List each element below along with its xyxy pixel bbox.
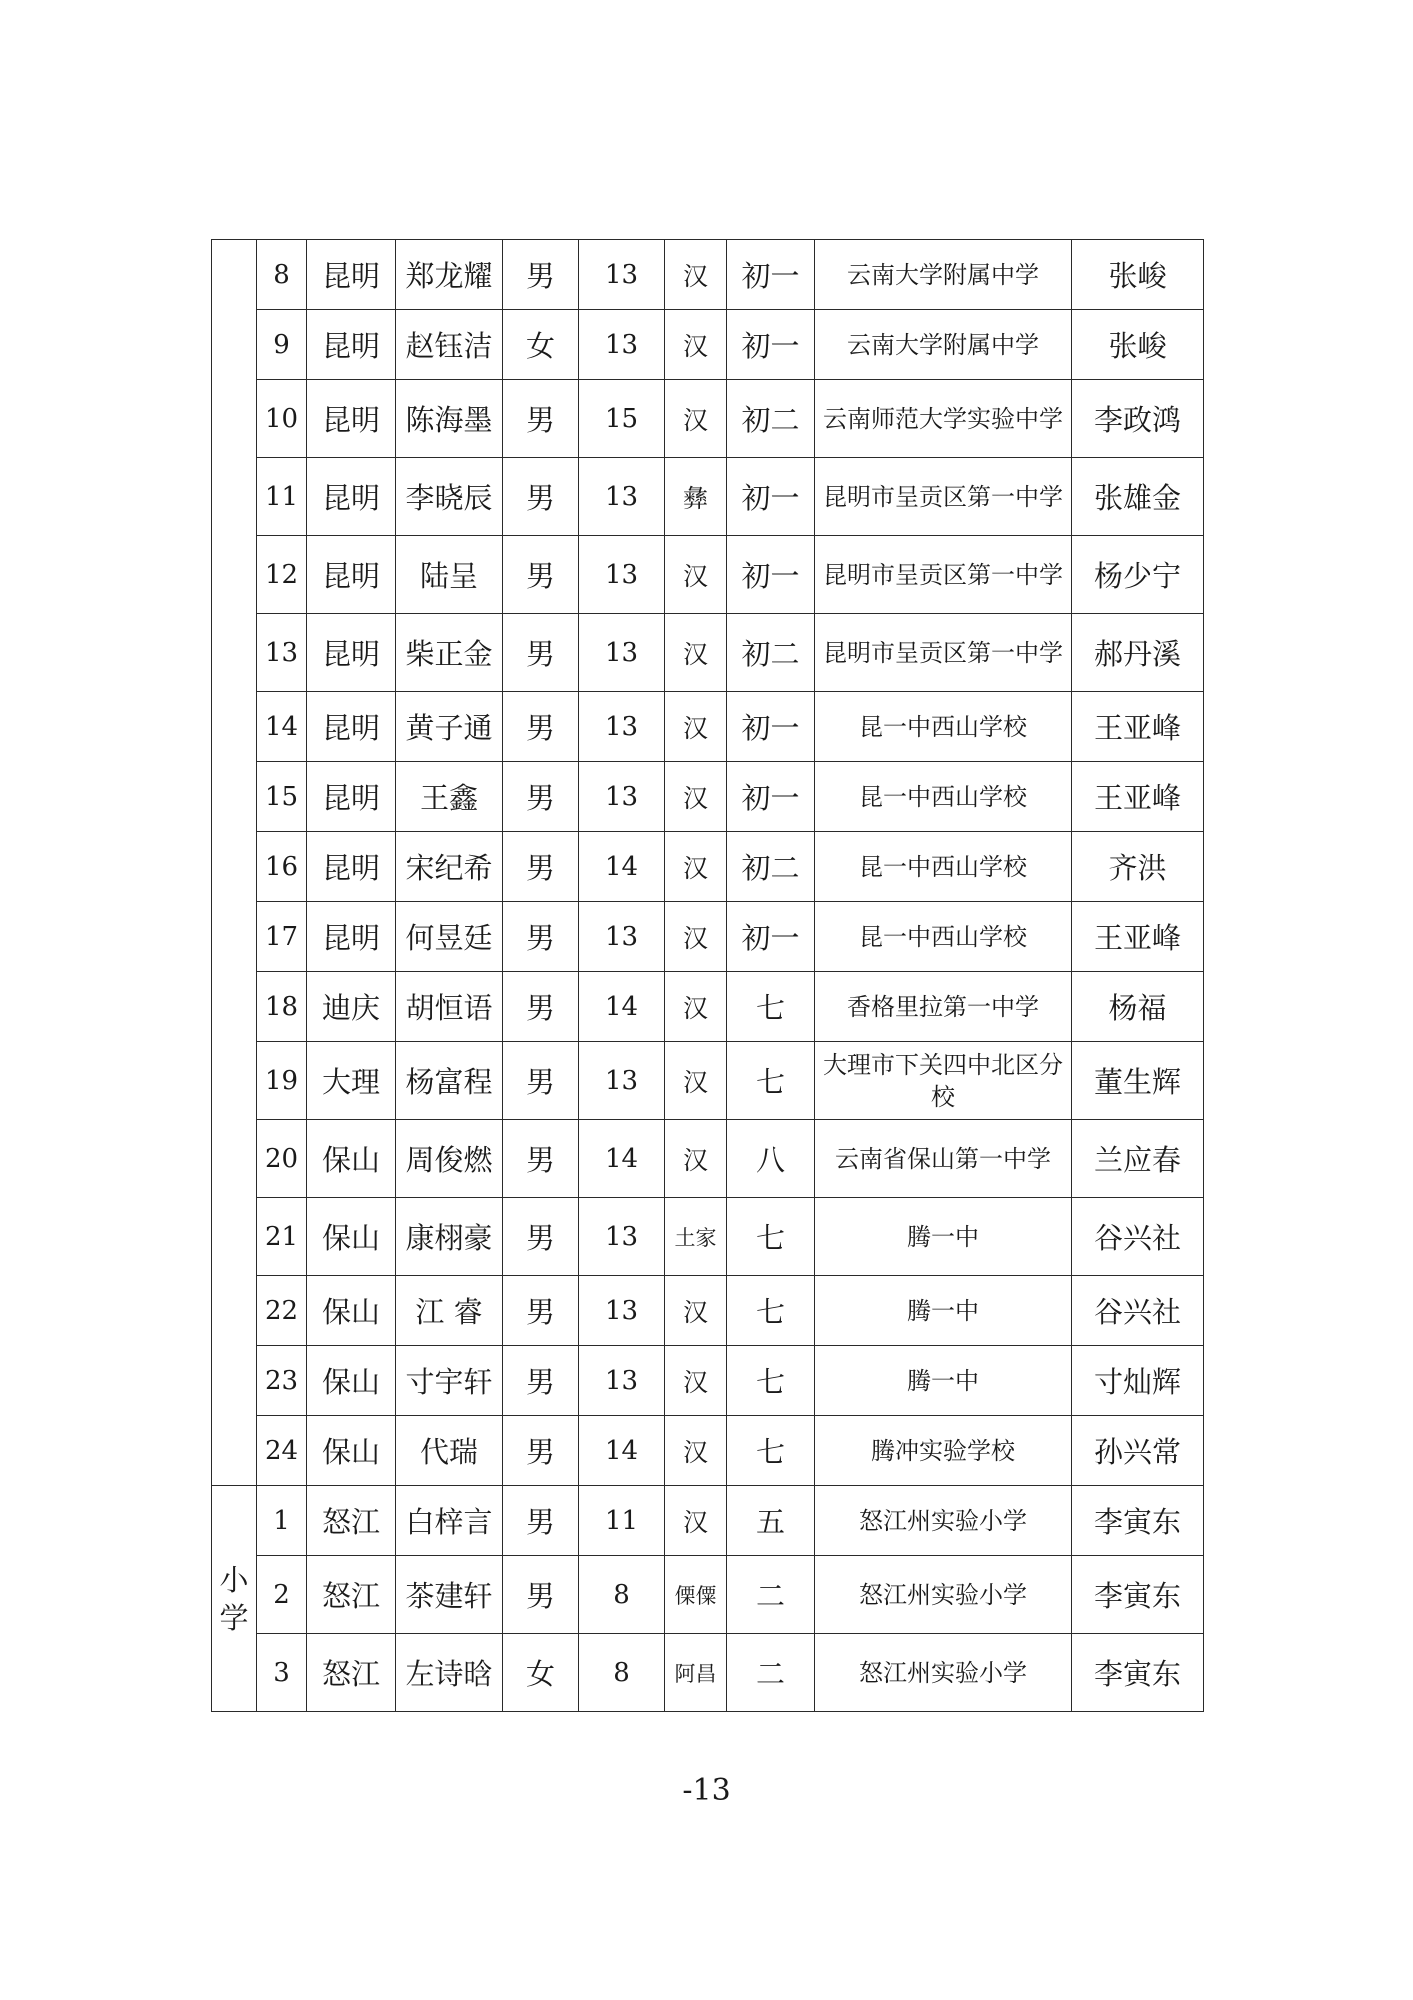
school-cell: 昆明市呈贡区第一中学	[815, 458, 1072, 536]
sex-cell: 男	[503, 1276, 579, 1346]
ethnicity-cell: 汉	[665, 1276, 727, 1346]
table-row	[212, 1042, 1204, 1120]
student-name: 江 睿	[396, 1276, 503, 1346]
row-number: 22	[257, 1276, 307, 1346]
sex-cell: 男	[503, 536, 579, 614]
row-number: 12	[257, 536, 307, 614]
city-cell: 昆明	[307, 614, 396, 692]
school-cell: 腾冲实验学校	[815, 1416, 1072, 1486]
teacher-cell: 李政鸿	[1072, 380, 1204, 458]
grade-cell: 初一	[727, 762, 815, 832]
age-cell: 14	[579, 972, 665, 1042]
student-name: 周俊燃	[396, 1120, 503, 1198]
teacher-cell: 寸灿辉	[1072, 1346, 1204, 1416]
row-number: 10	[257, 380, 307, 458]
table-row	[212, 458, 1204, 536]
school-cell: 怒江州实验小学	[815, 1634, 1072, 1712]
age-cell: 13	[579, 902, 665, 972]
student-name: 郑龙耀	[396, 240, 503, 310]
school-cell: 腾一中	[815, 1198, 1072, 1276]
age-cell: 13	[579, 536, 665, 614]
ethnicity-cell: 彝	[665, 458, 727, 536]
sex-cell: 男	[503, 1486, 579, 1556]
ethnicity-cell: 汉	[665, 832, 727, 902]
grade-cell: 七	[727, 1042, 815, 1120]
sex-cell: 男	[503, 972, 579, 1042]
age-cell: 13	[579, 240, 665, 310]
ethnicity-cell: 汉	[665, 310, 727, 380]
age-cell: 13	[579, 1198, 665, 1276]
student-name: 杨富程	[396, 1042, 503, 1120]
page-number: -13	[682, 1773, 731, 1808]
ethnicity-cell: 汉	[665, 692, 727, 762]
ethnicity-cell: 汉	[665, 536, 727, 614]
age-cell: 14	[579, 1120, 665, 1198]
row-number: 8	[257, 240, 307, 310]
teacher-cell: 郝丹溪	[1072, 614, 1204, 692]
student-name: 左诗晗	[396, 1634, 503, 1712]
school-cell: 腾一中	[815, 1276, 1072, 1346]
table-row	[212, 380, 1204, 458]
school-cell: 云南师范大学实验中学	[815, 380, 1072, 458]
grade-cell: 初一	[727, 240, 815, 310]
city-cell: 保山	[307, 1198, 396, 1276]
school-cell: 昆一中西山学校	[815, 832, 1072, 902]
grade-cell: 七	[727, 1346, 815, 1416]
city-cell: 昆明	[307, 762, 396, 832]
student-name: 宋纪希	[396, 832, 503, 902]
age-cell: 11	[579, 1486, 665, 1556]
sex-cell: 男	[503, 380, 579, 458]
ethnicity-cell: 汉	[665, 1120, 727, 1198]
student-name: 何昱廷	[396, 902, 503, 972]
sex-cell: 女	[503, 1634, 579, 1712]
city-cell: 保山	[307, 1120, 396, 1198]
teacher-cell: 张峻	[1072, 310, 1204, 380]
row-number: 17	[257, 902, 307, 972]
table-row	[212, 1120, 1204, 1198]
student-name: 柴正金	[396, 614, 503, 692]
ethnicity-cell: 汉	[665, 1042, 727, 1120]
row-number: 24	[257, 1416, 307, 1486]
student-name: 王鑫	[396, 762, 503, 832]
age-cell: 14	[579, 1416, 665, 1486]
sex-cell: 男	[503, 458, 579, 536]
table-row	[212, 536, 1204, 614]
teacher-cell: 董生辉	[1072, 1042, 1204, 1120]
student-name: 胡恒语	[396, 972, 503, 1042]
ethnicity-cell: 汉	[665, 614, 727, 692]
age-cell: 13	[579, 1276, 665, 1346]
grade-cell: 二	[727, 1556, 815, 1634]
sex-cell: 男	[503, 1346, 579, 1416]
table-row	[212, 1276, 1204, 1346]
student-name: 代瑞	[396, 1416, 503, 1486]
row-number: 19	[257, 1042, 307, 1120]
teacher-cell: 兰应春	[1072, 1120, 1204, 1198]
age-cell: 8	[579, 1634, 665, 1712]
grade-cell: 初二	[727, 380, 815, 458]
student-name: 李晓辰	[396, 458, 503, 536]
teacher-cell: 李寅东	[1072, 1634, 1204, 1712]
grade-cell: 七	[727, 1276, 815, 1346]
roster-body	[212, 240, 1204, 1712]
student-name: 赵钰洁	[396, 310, 503, 380]
student-name: 陈海墨	[396, 380, 503, 458]
ethnicity-cell: 傈僳	[665, 1556, 727, 1634]
section-label-cell	[212, 240, 257, 1486]
city-cell: 昆明	[307, 380, 396, 458]
city-cell: 保山	[307, 1276, 396, 1346]
student-name: 黄子通	[396, 692, 503, 762]
table-row	[212, 762, 1204, 832]
row-number: 21	[257, 1198, 307, 1276]
school-cell: 昆一中西山学校	[815, 902, 1072, 972]
ethnicity-cell: 汉	[665, 762, 727, 832]
sex-cell: 男	[503, 832, 579, 902]
grade-cell: 七	[727, 1198, 815, 1276]
city-cell: 昆明	[307, 902, 396, 972]
row-number: 20	[257, 1120, 307, 1198]
grade-cell: 初一	[727, 310, 815, 380]
sex-cell: 男	[503, 1042, 579, 1120]
city-cell: 昆明	[307, 458, 396, 536]
sex-cell: 男	[503, 692, 579, 762]
school-cell: 昆一中西山学校	[815, 762, 1072, 832]
city-cell: 昆明	[307, 536, 396, 614]
teacher-cell: 杨少宁	[1072, 536, 1204, 614]
teacher-cell: 谷兴社	[1072, 1198, 1204, 1276]
row-number: 1	[257, 1486, 307, 1556]
ethnicity-cell: 汉	[665, 380, 727, 458]
city-cell: 保山	[307, 1416, 396, 1486]
age-cell: 14	[579, 832, 665, 902]
city-cell: 怒江	[307, 1486, 396, 1556]
ethnicity-cell: 土家	[665, 1198, 727, 1276]
age-cell: 13	[579, 310, 665, 380]
school-cell: 怒江州实验小学	[815, 1556, 1072, 1634]
table-row	[212, 310, 1204, 380]
grade-cell: 五	[727, 1486, 815, 1556]
sex-cell: 男	[503, 1416, 579, 1486]
city-cell: 昆明	[307, 240, 396, 310]
sex-cell: 男	[503, 762, 579, 832]
ethnicity-cell: 汉	[665, 240, 727, 310]
school-cell: 云南省保山第一中学	[815, 1120, 1072, 1198]
grade-cell: 初一	[727, 692, 815, 762]
grade-cell: 初二	[727, 614, 815, 692]
grade-cell: 初一	[727, 536, 815, 614]
grade-cell: 初一	[727, 902, 815, 972]
student-name: 陆呈	[396, 536, 503, 614]
city-cell: 怒江	[307, 1634, 396, 1712]
row-number: 9	[257, 310, 307, 380]
row-number: 15	[257, 762, 307, 832]
table-row	[212, 832, 1204, 902]
row-number: 11	[257, 458, 307, 536]
table-row	[212, 1198, 1204, 1276]
school-cell: 昆一中西山学校	[815, 692, 1072, 762]
grade-cell: 八	[727, 1120, 815, 1198]
student-name: 康栩豪	[396, 1198, 503, 1276]
sex-cell: 男	[503, 1198, 579, 1276]
grade-cell: 初一	[727, 458, 815, 536]
sex-cell: 男	[503, 614, 579, 692]
age-cell: 13	[579, 1346, 665, 1416]
student-name: 白梓言	[396, 1486, 503, 1556]
table-row	[212, 972, 1204, 1042]
teacher-cell: 张雄金	[1072, 458, 1204, 536]
student-name: 茶建轩	[396, 1556, 503, 1634]
age-cell: 13	[579, 692, 665, 762]
sex-cell: 男	[503, 1556, 579, 1634]
school-cell: 昆明市呈贡区第一中学	[815, 536, 1072, 614]
city-cell: 保山	[307, 1346, 396, 1416]
table-row	[212, 692, 1204, 762]
school-cell: 昆明市呈贡区第一中学	[815, 614, 1072, 692]
row-number: 13	[257, 614, 307, 692]
row-number: 16	[257, 832, 307, 902]
table-row	[212, 1346, 1204, 1416]
sex-cell: 男	[503, 240, 579, 310]
row-number: 2	[257, 1556, 307, 1634]
school-cell: 香格里拉第一中学	[815, 972, 1072, 1042]
city-cell: 昆明	[307, 692, 396, 762]
city-cell: 怒江	[307, 1556, 396, 1634]
teacher-cell: 王亚峰	[1072, 902, 1204, 972]
student-name: 寸宇轩	[396, 1346, 503, 1416]
ethnicity-cell: 汉	[665, 1346, 727, 1416]
grade-cell: 二	[727, 1634, 815, 1712]
teacher-cell: 张峻	[1072, 240, 1204, 310]
ethnicity-cell: 汉	[665, 1486, 727, 1556]
teacher-cell: 谷兴社	[1072, 1276, 1204, 1346]
sex-cell: 男	[503, 902, 579, 972]
ethnicity-cell: 汉	[665, 1416, 727, 1486]
teacher-cell: 王亚峰	[1072, 692, 1204, 762]
row-number: 14	[257, 692, 307, 762]
age-cell: 8	[579, 1556, 665, 1634]
teacher-cell: 李寅东	[1072, 1556, 1204, 1634]
table-row	[212, 1486, 1204, 1556]
school-cell: 腾一中	[815, 1346, 1072, 1416]
table-row	[212, 1416, 1204, 1486]
city-cell: 大理	[307, 1042, 396, 1120]
ethnicity-cell: 汉	[665, 972, 727, 1042]
row-number: 18	[257, 972, 307, 1042]
table-row	[212, 902, 1204, 972]
city-cell: 昆明	[307, 310, 396, 380]
row-number: 23	[257, 1346, 307, 1416]
section-label-cell: 小学	[212, 1486, 257, 1712]
student-roster-table	[211, 239, 1204, 1712]
teacher-cell: 杨福	[1072, 972, 1204, 1042]
ethnicity-cell: 阿昌	[665, 1634, 727, 1712]
age-cell: 13	[579, 458, 665, 536]
age-cell: 13	[579, 762, 665, 832]
school-cell: 大理市下关四中北区分校	[815, 1042, 1072, 1120]
age-cell: 13	[579, 1042, 665, 1120]
age-cell: 15	[579, 380, 665, 458]
sex-cell: 女	[503, 310, 579, 380]
table-row	[212, 240, 1204, 310]
sex-cell: 男	[503, 1120, 579, 1198]
city-cell: 迪庆	[307, 972, 396, 1042]
ethnicity-cell: 汉	[665, 902, 727, 972]
teacher-cell: 齐洪	[1072, 832, 1204, 902]
school-cell: 怒江州实验小学	[815, 1486, 1072, 1556]
school-cell: 云南大学附属中学	[815, 310, 1072, 380]
city-cell: 昆明	[307, 832, 396, 902]
school-cell: 云南大学附属中学	[815, 240, 1072, 310]
teacher-cell: 孙兴常	[1072, 1416, 1204, 1486]
grade-cell: 初二	[727, 832, 815, 902]
teacher-cell: 王亚峰	[1072, 762, 1204, 832]
teacher-cell: 李寅东	[1072, 1486, 1204, 1556]
grade-cell: 七	[727, 1416, 815, 1486]
grade-cell: 七	[727, 972, 815, 1042]
age-cell: 13	[579, 614, 665, 692]
table-row	[212, 1556, 1204, 1634]
table-row	[212, 614, 1204, 692]
row-number: 3	[257, 1634, 307, 1712]
table-row	[212, 1634, 1204, 1712]
